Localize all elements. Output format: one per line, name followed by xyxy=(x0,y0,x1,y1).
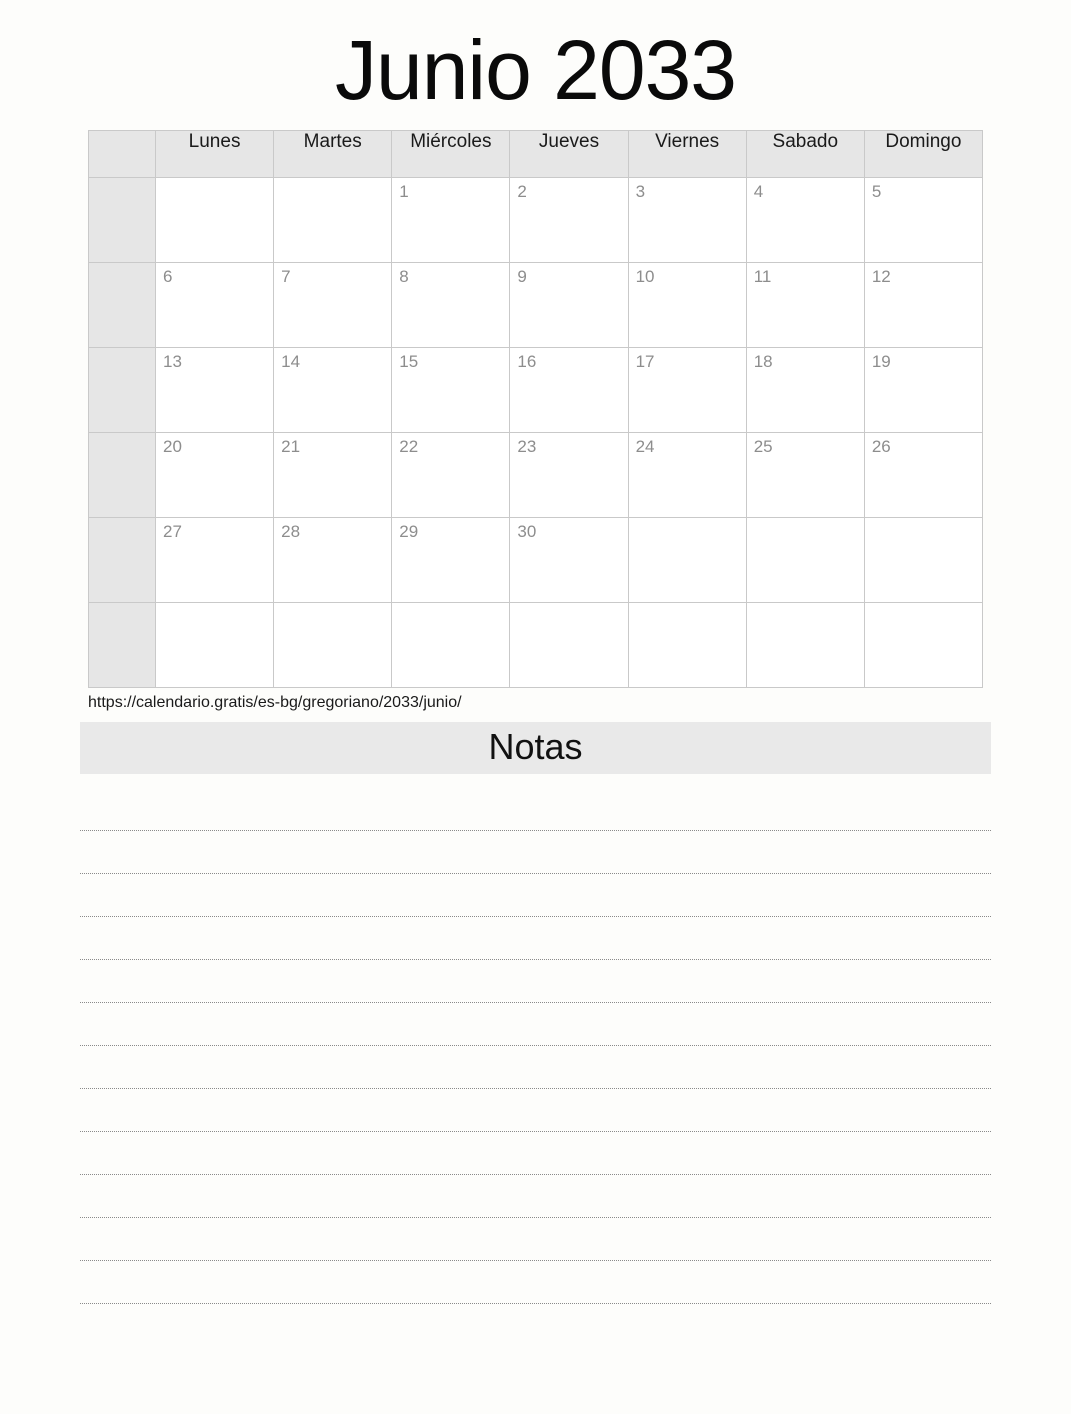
day-number: 10 xyxy=(635,267,655,286)
day-cell[interactable] xyxy=(510,603,628,688)
day-number: 18 xyxy=(753,352,773,371)
day-cell[interactable] xyxy=(274,263,392,348)
note-line[interactable] xyxy=(80,831,991,874)
day-number: 5 xyxy=(871,182,882,201)
day-cell[interactable] xyxy=(274,348,392,433)
calendar-body xyxy=(89,178,983,688)
day-number: 17 xyxy=(635,352,655,371)
day-cell[interactable] xyxy=(510,263,628,348)
week-spacer xyxy=(89,263,156,348)
day-cell[interactable] xyxy=(392,518,510,603)
day-number: 11 xyxy=(753,267,772,286)
day-cell[interactable] xyxy=(628,178,746,263)
day-number: 9 xyxy=(517,267,527,286)
day-number: 25 xyxy=(753,437,773,456)
day-number: 19 xyxy=(871,352,891,371)
note-line[interactable] xyxy=(80,1003,991,1046)
day-number: 26 xyxy=(871,437,891,456)
month-calendar xyxy=(88,130,983,688)
day-cell[interactable] xyxy=(274,603,392,688)
day-number: 27 xyxy=(163,522,182,541)
day-number: 23 xyxy=(517,437,537,456)
table-row xyxy=(89,263,983,348)
day-cell[interactable] xyxy=(864,348,982,433)
day-cell[interactable] xyxy=(274,433,392,518)
day-cell[interactable] xyxy=(156,263,274,348)
note-line[interactable] xyxy=(80,1218,991,1261)
table-row xyxy=(89,603,983,688)
day-cell[interactable] xyxy=(746,518,864,603)
day-cell[interactable] xyxy=(156,603,274,688)
day-cell[interactable] xyxy=(746,263,864,348)
note-line[interactable] xyxy=(80,917,991,960)
calendar-head xyxy=(89,131,983,178)
notes-header: Notas xyxy=(80,722,991,774)
day-cell[interactable] xyxy=(274,178,392,263)
note-line[interactable] xyxy=(80,1132,991,1175)
day-number: 30 xyxy=(517,522,537,541)
notes-lines[interactable] xyxy=(80,788,991,1304)
day-cell[interactable] xyxy=(156,348,274,433)
dayname-martes: Martes xyxy=(274,131,392,178)
day-cell[interactable] xyxy=(628,348,746,433)
week-spacer xyxy=(89,348,156,433)
note-line[interactable] xyxy=(80,874,991,917)
dayname-jueves: Jueves xyxy=(510,131,628,178)
day-number: 15 xyxy=(399,352,419,371)
table-row xyxy=(89,348,983,433)
dayname-lunes: Lunes xyxy=(156,131,274,178)
calendar-corner-spacer xyxy=(89,131,156,178)
day-number: 1 xyxy=(399,182,409,201)
day-cell[interactable] xyxy=(628,263,746,348)
day-cell[interactable] xyxy=(392,263,510,348)
day-cell[interactable] xyxy=(156,433,274,518)
note-line[interactable] xyxy=(80,1175,991,1218)
day-cell[interactable] xyxy=(392,603,510,688)
calendar-header-row xyxy=(89,131,983,178)
day-number: 22 xyxy=(399,437,419,456)
week-spacer xyxy=(89,433,156,518)
day-cell[interactable] xyxy=(864,433,982,518)
day-number: 29 xyxy=(399,522,419,541)
week-spacer xyxy=(89,518,156,603)
day-cell[interactable] xyxy=(274,518,392,603)
table-row xyxy=(89,433,983,518)
day-cell[interactable] xyxy=(392,348,510,433)
note-line[interactable] xyxy=(80,1089,991,1132)
day-cell[interactable] xyxy=(746,433,864,518)
dayname-sabado: Sabado xyxy=(746,131,864,178)
day-cell[interactable] xyxy=(510,178,628,263)
day-cell[interactable] xyxy=(864,178,982,263)
day-cell[interactable] xyxy=(864,603,982,688)
day-cell[interactable] xyxy=(510,518,628,603)
day-cell[interactable] xyxy=(746,178,864,263)
note-line[interactable] xyxy=(80,1046,991,1089)
calendar-page xyxy=(0,23,1071,1414)
day-number: 21 xyxy=(281,437,301,456)
day-number: 12 xyxy=(871,267,891,286)
note-line[interactable] xyxy=(80,788,991,831)
table-row xyxy=(89,178,983,263)
day-cell[interactable] xyxy=(864,518,982,603)
day-cell[interactable] xyxy=(746,603,864,688)
day-number: 24 xyxy=(635,437,655,456)
day-number: 2 xyxy=(517,182,527,201)
note-line[interactable] xyxy=(80,960,991,1003)
day-cell[interactable] xyxy=(864,263,982,348)
day-number: 3 xyxy=(635,182,646,201)
day-number: 28 xyxy=(281,522,301,541)
dayname-viernes: Viernes xyxy=(628,131,746,178)
day-number: 16 xyxy=(517,352,537,371)
day-cell[interactable] xyxy=(156,518,274,603)
day-cell[interactable] xyxy=(510,433,628,518)
day-number: 7 xyxy=(281,267,291,286)
day-number: 6 xyxy=(163,267,173,286)
day-cell[interactable] xyxy=(392,178,510,263)
day-number: 4 xyxy=(753,182,764,201)
day-cell[interactable] xyxy=(156,178,274,263)
calendar-container xyxy=(88,130,983,688)
dayname-domingo: Domingo xyxy=(864,131,982,178)
day-number: 13 xyxy=(163,352,182,371)
day-cell[interactable] xyxy=(628,433,746,518)
day-number: 14 xyxy=(281,352,301,371)
table-row xyxy=(89,518,983,603)
week-spacer xyxy=(89,603,156,688)
note-line[interactable] xyxy=(80,1261,991,1304)
page-title: Junio 2033 xyxy=(334,23,737,117)
week-spacer xyxy=(89,178,156,263)
day-number: 20 xyxy=(163,437,182,456)
day-cell[interactable] xyxy=(392,433,510,518)
day-cell[interactable] xyxy=(746,348,864,433)
day-cell[interactable] xyxy=(628,518,746,603)
day-cell[interactable] xyxy=(510,348,628,433)
dayname-miercoles: Miércoles xyxy=(392,131,510,178)
day-cell[interactable] xyxy=(628,603,746,688)
day-number: 8 xyxy=(399,267,409,286)
source-url[interactable]: https://calendario.gratis/es-bg/gregoriano/2033/junio/ xyxy=(88,694,462,711)
